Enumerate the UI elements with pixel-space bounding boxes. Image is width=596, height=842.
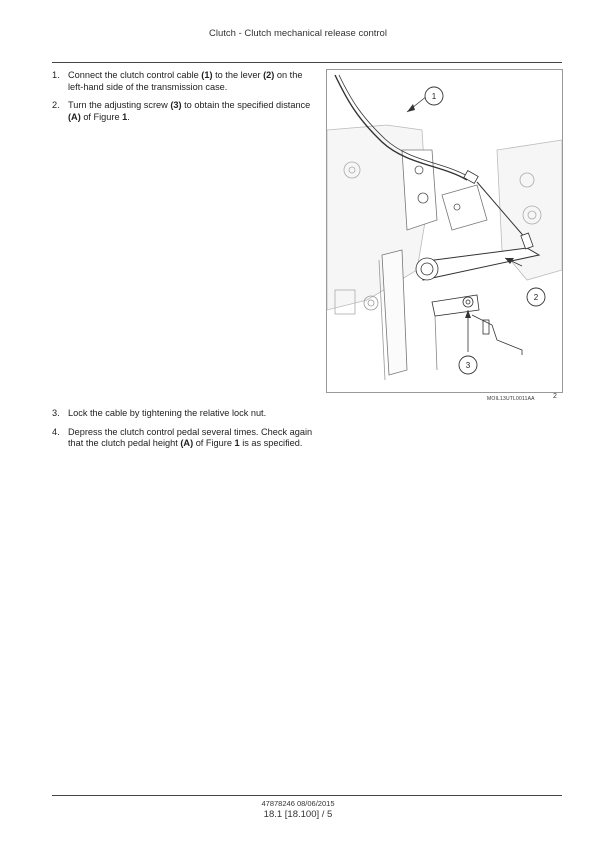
step-number: 2.: [52, 100, 60, 110]
footer-rule: [52, 795, 562, 796]
step-text: Depress the clutch control pedal several times. Check again that the clutch pedal height (A) of Figure 1 is as specified.: [68, 426, 313, 448]
callout-label-1: 1: [431, 92, 437, 101]
instruction-list-top: [52, 70, 314, 130]
clutch-linkage-illustration: [327, 70, 562, 392]
instruction-step: [52, 70, 314, 93]
callout-label-3: 3: [465, 361, 471, 370]
figure-number: 2: [553, 393, 557, 400]
footer-page-reference: 18.1 [18.100] / 5: [263, 809, 333, 820]
instruction-step: [52, 427, 314, 450]
page-header-title: Clutch - Clutch mechanical release control: [209, 28, 387, 39]
step-number: 3.: [52, 408, 60, 418]
callout-label-2: 2: [533, 293, 539, 302]
step-text: Turn the adjusting screw (3) to obtain the specified distance (A) of Figure 1.: [68, 100, 311, 122]
step-number: 1.: [52, 70, 60, 80]
step-number: 4.: [52, 426, 60, 437]
figure-clutch-linkage: [326, 69, 563, 393]
step-text: Connect the clutch control cable (1) to the lever (2) on the left-hand side of the transmission case.: [68, 70, 303, 92]
footer-document-id: 47878246 08/06/2015: [261, 799, 335, 808]
instruction-list-bottom: [52, 408, 314, 457]
figure-code: MOIL13UTL0011AA: [487, 396, 535, 402]
step-text: Lock the cable by tightening the relative lock nut.: [68, 408, 267, 418]
instruction-step: [52, 408, 314, 420]
header-rule: [52, 62, 562, 63]
instruction-step: [52, 100, 314, 123]
